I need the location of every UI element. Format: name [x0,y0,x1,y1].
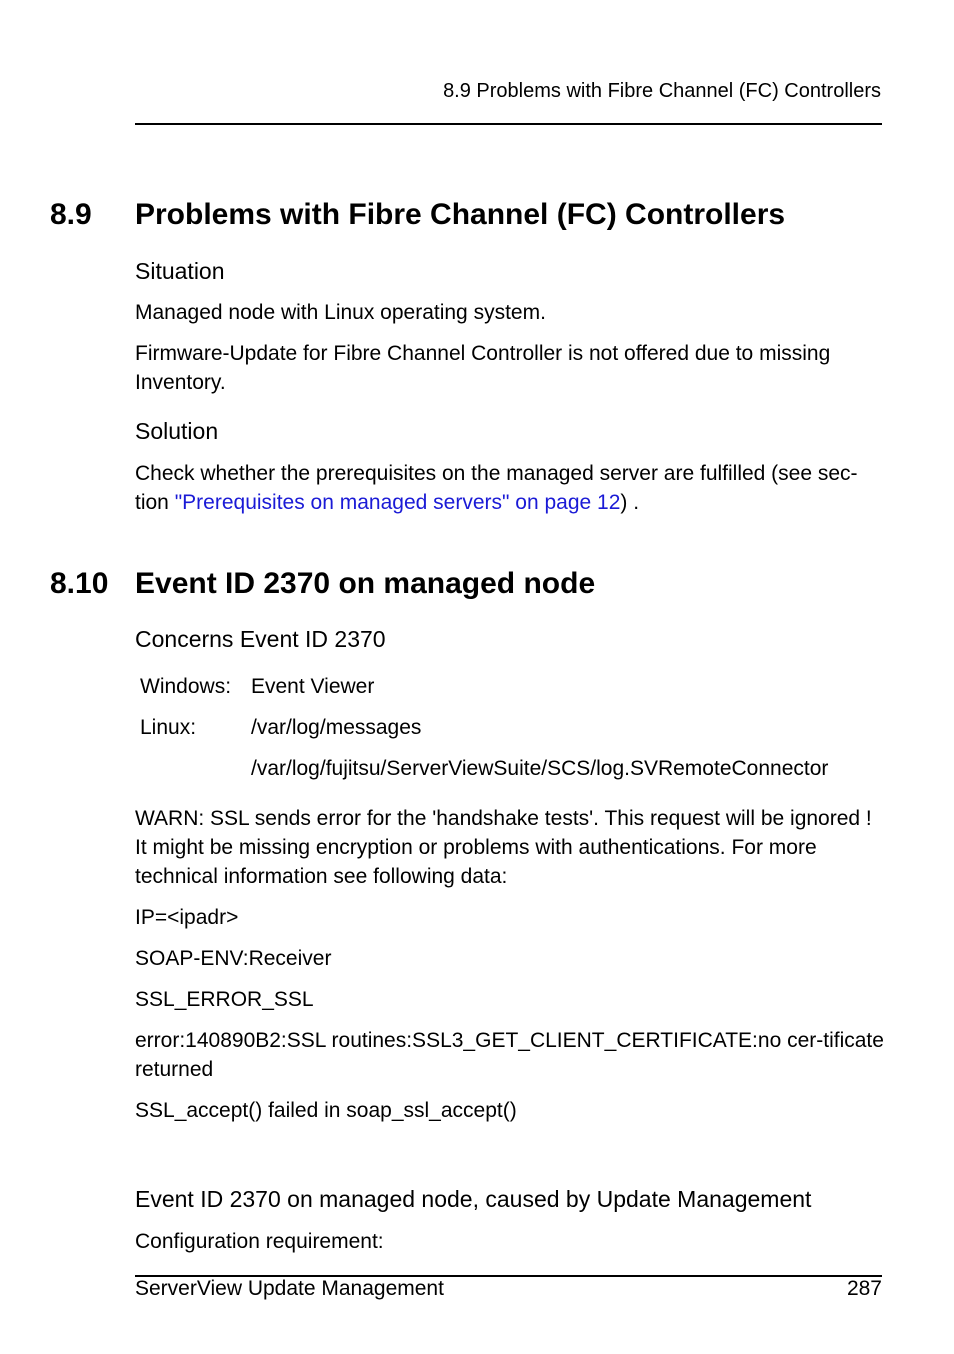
running-header: 8.9 Problems with Fibre Channel (FC) Controllers [443,80,881,102]
section-number-8-10: 8.10 [50,567,109,600]
solution-text-before: Check whether the prerequisites on the managed server are fulfilled (see sec-tion [135,462,858,514]
linux-label: Linux: [140,716,197,739]
warn-paragraph: WARN: SSL sends error for the 'handshake tests'. This request will be ignored ! It might be missing encryption or problems with authentications. For more technical information see following data: [135,807,872,888]
solution-paragraph [135,459,887,517]
caused-by-heading: Event ID 2370 on managed node, caused by Update Management [135,1186,812,1212]
solution-text-after: ) . [620,491,640,514]
error-line: error:140890B2:SSL routines:SSL3_GET_CLIENT_CERTIFICATE:no cer-tificate returned [135,1029,884,1081]
concerns-heading: Concerns Event ID 2370 [135,626,386,652]
windows-label: Windows: [140,675,232,698]
linux-value-svremoteconnector: /var/log/fujitsu/ServerViewSuite/SCS/log.SVRemoteConnector [251,757,829,780]
footer-doc-title: ServerView Update Management [135,1277,444,1300]
ssl-accept-line: SSL_accept() failed in soap_ssl_accept() [135,1099,517,1122]
situation-paragraph-2: Firmware-Update for Fibre Channel Controller is not offered due to missing Inventory. [135,342,831,394]
section-title-8-9: Problems with Fibre Channel (FC) Controllers [135,198,786,231]
prerequisites-link[interactable]: "Prerequisites on managed servers" on page 12 [174,491,621,514]
ssl-error-line: SSL_ERROR_SSL [135,988,314,1011]
situation-heading: Situation [135,258,225,284]
solution-heading: Solution [135,418,219,444]
windows-value: Event Viewer [251,675,375,698]
section-number-8-9: 8.9 [50,198,92,231]
linux-value-messages: /var/log/messages [251,716,422,739]
situation-paragraph-1: Managed node with Linux operating system. [135,301,546,324]
page-number: 287 [846,1277,882,1300]
soap-line: SOAP-ENV:Receiver [135,947,332,970]
section-title-8-10: Event ID 2370 on managed node [135,567,596,600]
header-rule [135,123,882,125]
configuration-requirement: Configuration requirement: [135,1230,384,1253]
ip-line: IP=<ipadr> [135,906,239,929]
